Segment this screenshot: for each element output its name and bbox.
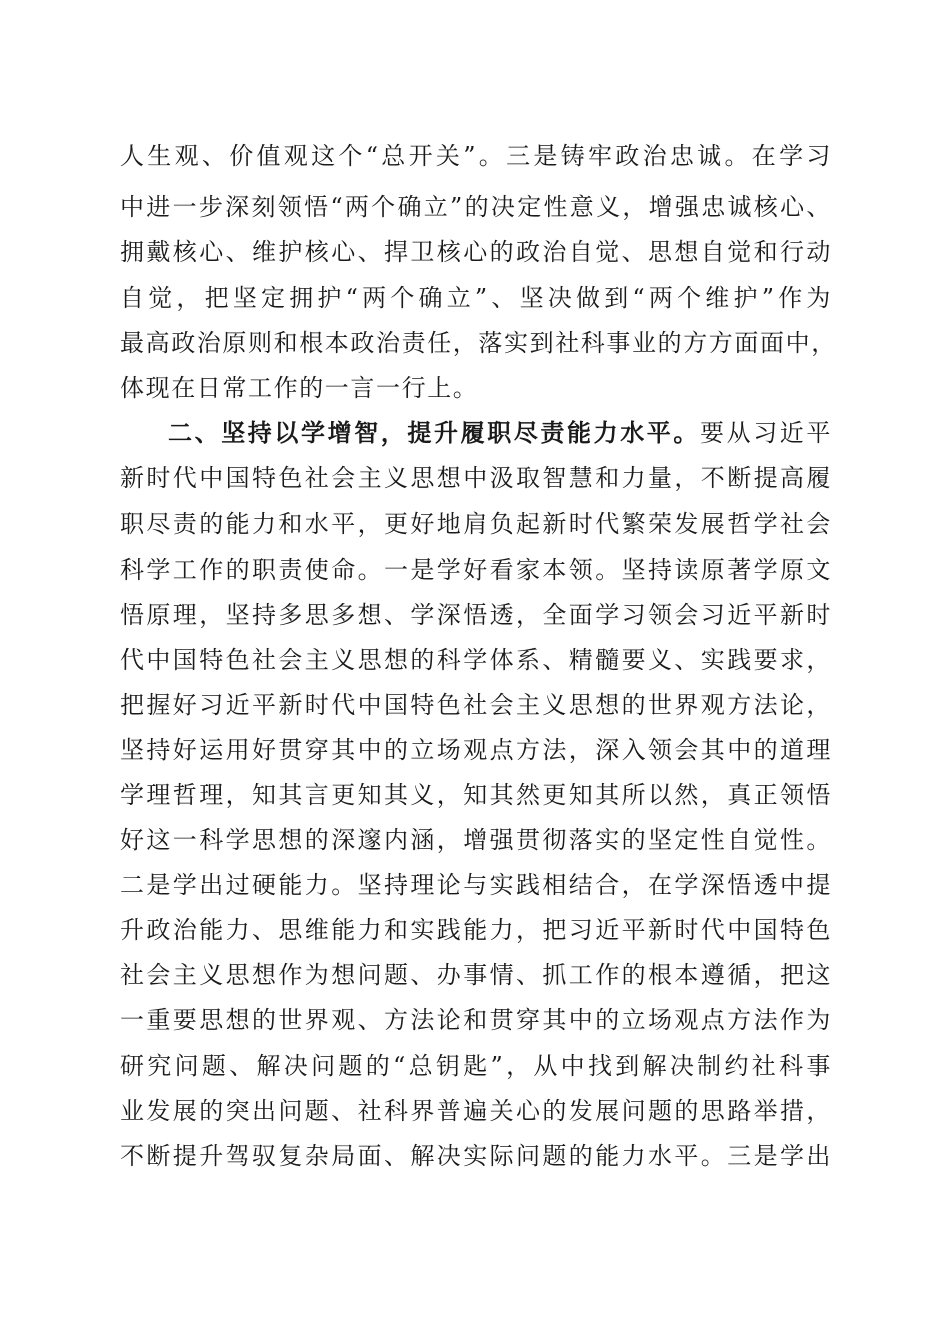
- body-line: 一重要思想的世界观、方法论和贯穿其中的立场观点方法作为: [120, 1006, 832, 1034]
- body-line: 科学工作的职责使命。一是学好看家本领。坚持读原著学原文: [120, 556, 832, 584]
- body-line: 中进一步深刻领悟“两个确立”的决定性意义，增强忠诚核心、: [120, 193, 832, 221]
- section-heading: 二、坚持以学增智，提升履职尽责能力水平。: [168, 418, 700, 447]
- body-line: 拥戴核心、维护核心、捍卫核心的政治自觉、思想自觉和行动: [120, 238, 832, 266]
- body-line: 学理哲理，知其言更知其义，知其然更知其所以然，真正领悟: [120, 781, 832, 809]
- body-line: 把握好习近平新时代中国特色社会主义思想的世界观方法论，: [120, 691, 832, 719]
- body-line: 职尽责的能力和水平，更好地肩负起新时代繁荣发展哲学社会: [120, 510, 832, 538]
- body-line: 升政治能力、思维能力和实践能力，把习近平新时代中国特色: [120, 916, 832, 944]
- body-line: 研究问题、解决问题的“总钥匙”，从中找到解决制约社科事: [120, 1052, 832, 1080]
- body-line: 体现在日常工作的一言一行上。: [120, 374, 479, 402]
- body-line: 悟原理，坚持多思多想、学深悟透，全面学习领会习近平新时: [120, 601, 832, 629]
- body-line: 最高政治原则和根本政治责任，落实到社科事业的方方面面中，: [120, 329, 837, 357]
- body-line: 代中国特色社会主义思想的科学体系、精髓要义、实践要求，: [120, 646, 832, 674]
- heading-continuation: 要从习近平: [700, 419, 832, 447]
- body-line: 人生观、价值观这个“总开关”。三是铸牢政治忠诚。在学习: [120, 142, 832, 170]
- section-heading-line: [168, 418, 832, 448]
- body-line: 自觉，把坚定拥护“两个确立”、坚决做到“两个维护”作为: [120, 284, 832, 312]
- body-line: 社会主义思想作为想问题、办事情、抓工作的根本遵循，把这: [120, 961, 832, 989]
- body-line: 业发展的突出问题、社科界普遍关心的发展问题的思路举措，: [120, 1097, 832, 1125]
- body-line: 好这一科学思想的深邃内涵，增强贯彻落实的坚定性自觉性。: [120, 826, 832, 854]
- body-line: 二是学出过硬能力。坚持理论与实践相结合，在学深悟透中提: [120, 871, 832, 899]
- body-line: 新时代中国特色社会主义思想中汲取智慧和力量，不断提高履: [120, 464, 832, 492]
- body-line: 坚持好运用好贯穿其中的立场观点方法，深入领会其中的道理: [120, 736, 832, 764]
- body-line: 不断提升驾驭复杂局面、解决实际问题的能力水平。三是学出: [120, 1142, 832, 1170]
